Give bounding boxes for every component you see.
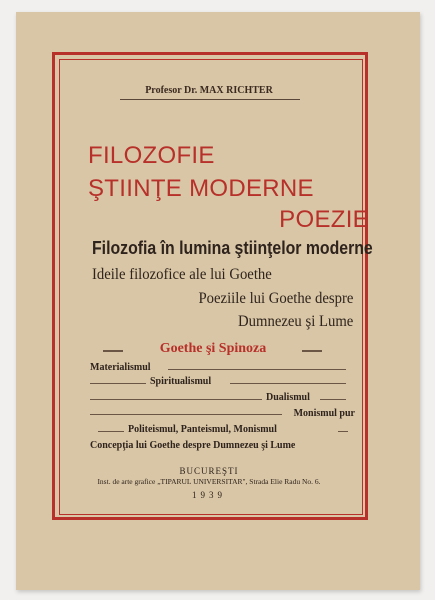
topic-rule-3b xyxy=(320,399,346,400)
topic-rule-1 xyxy=(168,369,346,370)
description-line-2: Poeziile lui Goethe despre xyxy=(198,290,353,307)
publication-year: 1939 xyxy=(192,490,226,500)
title-line-3: POEZIE xyxy=(279,206,369,233)
topic-conceptia: Concepţia lui Goethe despre Dumnezeu şi Lume xyxy=(90,440,296,451)
title-line-2: ŞTIINŢE MODERNE xyxy=(88,175,314,202)
author-name: Profesor Dr. MAX RICHTER xyxy=(145,85,273,96)
topic-rule-3a xyxy=(90,399,262,400)
topic-rule-5a xyxy=(98,431,124,432)
topic-spiritualismul: Spiritualismul xyxy=(150,376,212,387)
title-line-1: FILOZOFIE xyxy=(88,142,215,169)
topic-dualismul: Dualismul xyxy=(266,392,310,403)
heading-dash-right xyxy=(302,350,322,352)
topic-monismul-pur: Monismul pur xyxy=(293,408,355,419)
topic-rule-2b xyxy=(230,383,346,384)
book-subtitle: Filozofia în lumina ştiinţelor moderne xyxy=(92,238,373,258)
publisher-imprint: Inst. de arte grafice „TIPARUL UNIVERSITAR", Strada Elie Radu No. 6. xyxy=(97,477,321,486)
author-rule xyxy=(120,99,300,100)
description-line-3: Dumnezeu şi Lume xyxy=(237,313,353,330)
description-line-1: Ideile filozofice ale lui Goethe xyxy=(92,266,272,283)
topic-materialismul: Materialismul xyxy=(90,362,151,373)
topic-rule-2a xyxy=(90,383,146,384)
publisher-city: BUCUREŞTI xyxy=(179,466,239,476)
topic-politeismul: Politeismul, Panteismul, Monismul xyxy=(128,424,277,435)
topic-rule-5b xyxy=(338,431,348,432)
topic-rule-4 xyxy=(90,414,282,415)
section-heading: Goethe şi Spinoza xyxy=(159,341,267,356)
